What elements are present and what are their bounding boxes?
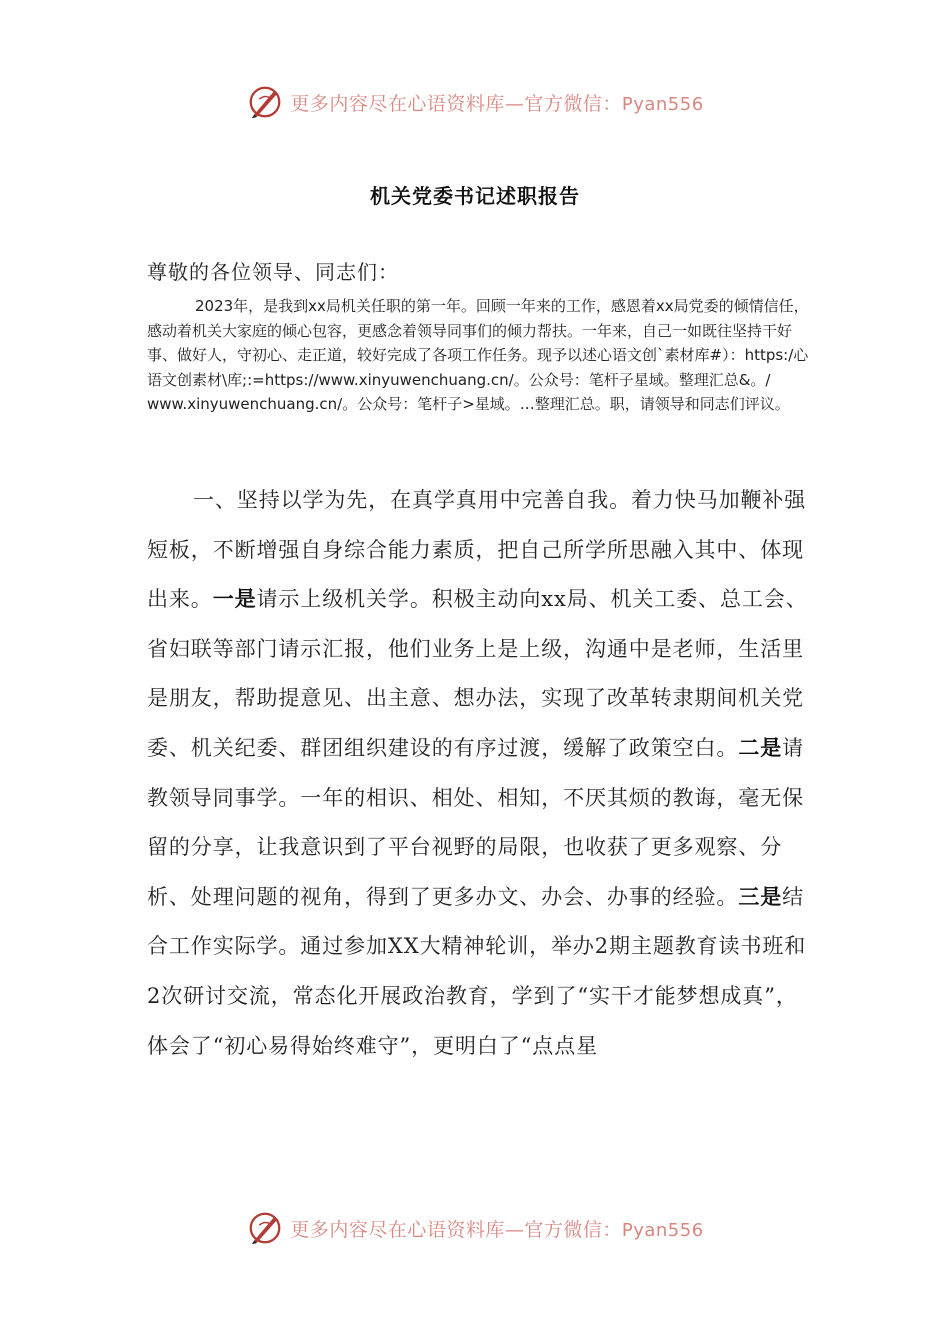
salutation: 尊敬的各位领导、同志们：	[147, 260, 399, 284]
footer-banner	[0, 1208, 950, 1248]
section-1-lead: 一、坚持以学为先，在真学真用中完善自我。着力快马加鞭补强短板，不断增强自身综合能力素质，把自己所学所思融入其中、体现出来。	[147, 488, 807, 612]
point-1-label: 一是	[212, 587, 257, 612]
point-1-text: 请示上级机关学。积极主动向xx局、机关工委、总工会、省妇联等部门请示汇报，他们业务上是上级，沟通中是老师，生活里是朋友，帮助提意见、出主意、想办法，实现了改革转隶期间机关党委、机关纪委、群团组织建设的有序过渡，缓解了政策空白。	[147, 587, 808, 760]
pen-brush-logo-icon	[246, 83, 284, 121]
section-1-paragraph	[147, 476, 811, 1071]
banner-text: 更多内容尽在心语资料库—官方微信：Pyan556	[290, 92, 704, 115]
intro-text: 2023年，是我到xx局机关任职的第一年。回顾一年来的工作，感恩着xx局党委的倾情信任，感动着机关大家庭的倾心包容，更感念着领导同事们的倾力帮扶。一年来，自己一如既往坚持干好事、做好人，守初心、走正道，较好完成了各项工作任务。现予以述心语文创`素材库#）：https:/心语文创素材\库;:=https://www.xinyuwenchuang.cn/。公众号：笔杆子星域。整理汇总&。/ www.xinyuwenchuang.cn/。公众号：笔杆子>星域。…整理汇总。职，请领导和同志们评议。	[147, 297, 809, 413]
point-3-text: 结合工作实际学。通过参加XX大精神轮训，举办2期主题教育读书班和2次研讨交流，常态化开展政治教育，学到了“实干才能梦想成真”，体会了“初心易得始终难守”，更明白了“点点星	[147, 884, 807, 1058]
point-2-text: 请教领导同事学。一年的相识、相处、相知，不厌其烦的教诲，毫无保留的分享，让我意识到了平台视野的局限，也收获了更多观察、分析、处理问题的视角，得到了更多办文、办会、办事的经验。	[147, 735, 805, 909]
pen-brush-logo-icon	[246, 1209, 284, 1247]
wechat-id: Pyan556	[621, 1219, 704, 1241]
document-title: 机关党委书记述职报告	[370, 184, 580, 208]
intro-paragraph	[147, 294, 809, 417]
wechat-id: Pyan556	[621, 93, 704, 115]
banner-text: 更多内容尽在心语资料库—官方微信：Pyan556	[290, 1218, 704, 1241]
header-banner	[0, 82, 950, 122]
point-3-label: 三是	[738, 884, 783, 909]
point-2-label: 二是	[738, 735, 783, 760]
